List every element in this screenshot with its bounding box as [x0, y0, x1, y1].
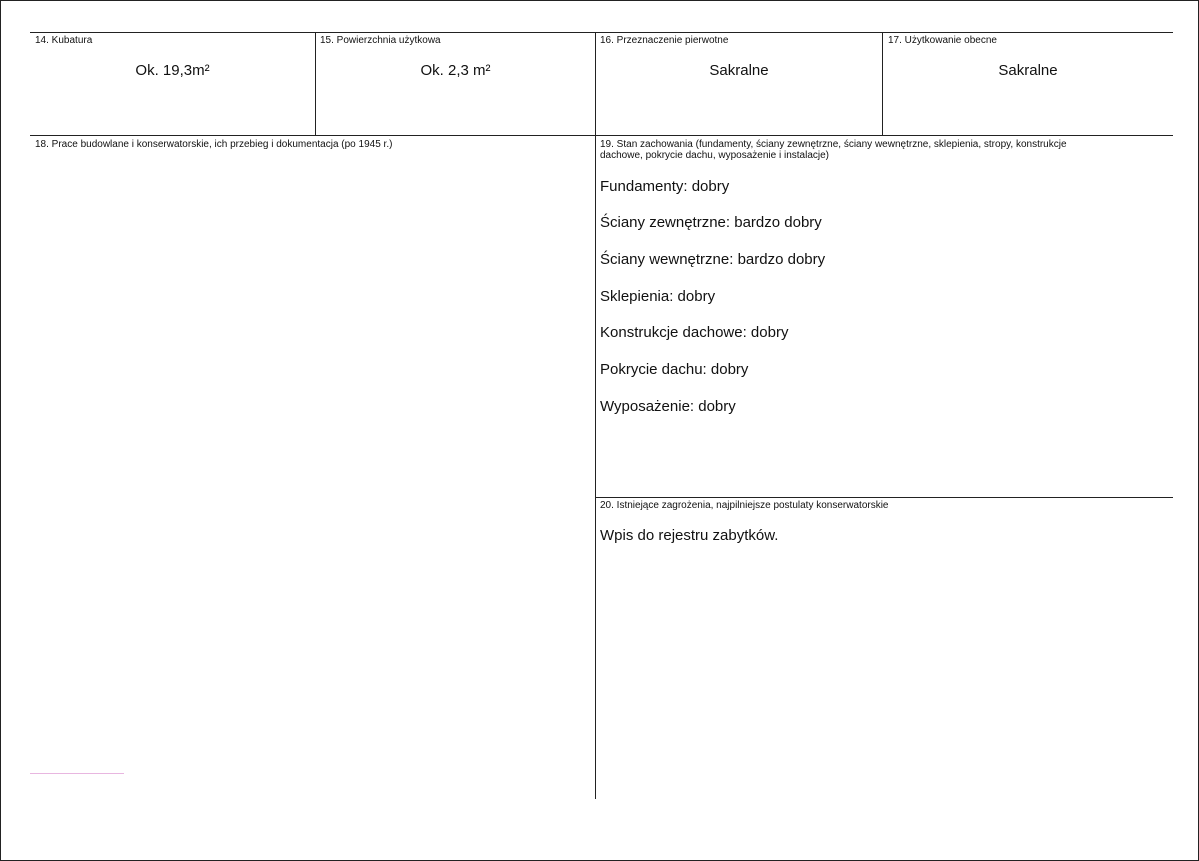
- field-16-label: 16. Przeznaczenie pierwotne: [600, 35, 729, 46]
- condition-item: Sklepienia: dobry: [600, 288, 716, 305]
- condition-item: Wyposażenie: dobry: [600, 398, 736, 415]
- section-19-20-divider: [595, 497, 1173, 498]
- field-18-label: 18. Prace budowlane i konserwatorskie, ich przebieg i dokumentacja (po 1945 r.): [35, 139, 393, 150]
- field-14-value: Ok. 19,3m²: [135, 62, 210, 79]
- condition-item: Fundamenty: dobry: [600, 178, 730, 195]
- condition-item: Ściany wewnętrzne: bardzo dobry: [600, 251, 826, 268]
- row-divider: [30, 135, 1173, 136]
- field-17-value: Sakralne: [998, 62, 1058, 79]
- top-rule: [30, 32, 1173, 33]
- field-16-value: Sakralne: [709, 62, 769, 79]
- col-divider-16-17: [882, 32, 883, 136]
- field-20-label: 20. Istniejące zagrożenia, najpilniejsze postulaty konserwatorskie: [600, 500, 889, 511]
- field-19-label: 19. Stan zachowania (fundamenty, ściany zewnętrzne, ściany wewnętrzne, sklepienia, stropy, konstrukcje dachowe, pokrycie dachu, wyposażenie i instalacje): [600, 139, 1067, 161]
- condition-item: Konstrukcje dachowe: dobry: [600, 324, 789, 341]
- field-17-label: 17. Użytkowanie obecne: [888, 35, 997, 46]
- field-14-label: 14. Kubatura: [35, 35, 93, 46]
- field-15-value: Ok. 2,3 m²: [420, 62, 491, 79]
- field-20-value: Wpis do rejestru zabytków.: [600, 527, 779, 544]
- col-divider-center: [595, 32, 596, 799]
- condition-item: Ściany zewnętrzne: bardzo dobry: [600, 214, 822, 231]
- col-divider-14-15: [315, 32, 316, 136]
- pink-mark: [30, 773, 124, 774]
- condition-item: Pokrycie dachu: dobry: [600, 361, 749, 378]
- field-15-label: 15. Powierzchnia użytkowa: [320, 35, 441, 46]
